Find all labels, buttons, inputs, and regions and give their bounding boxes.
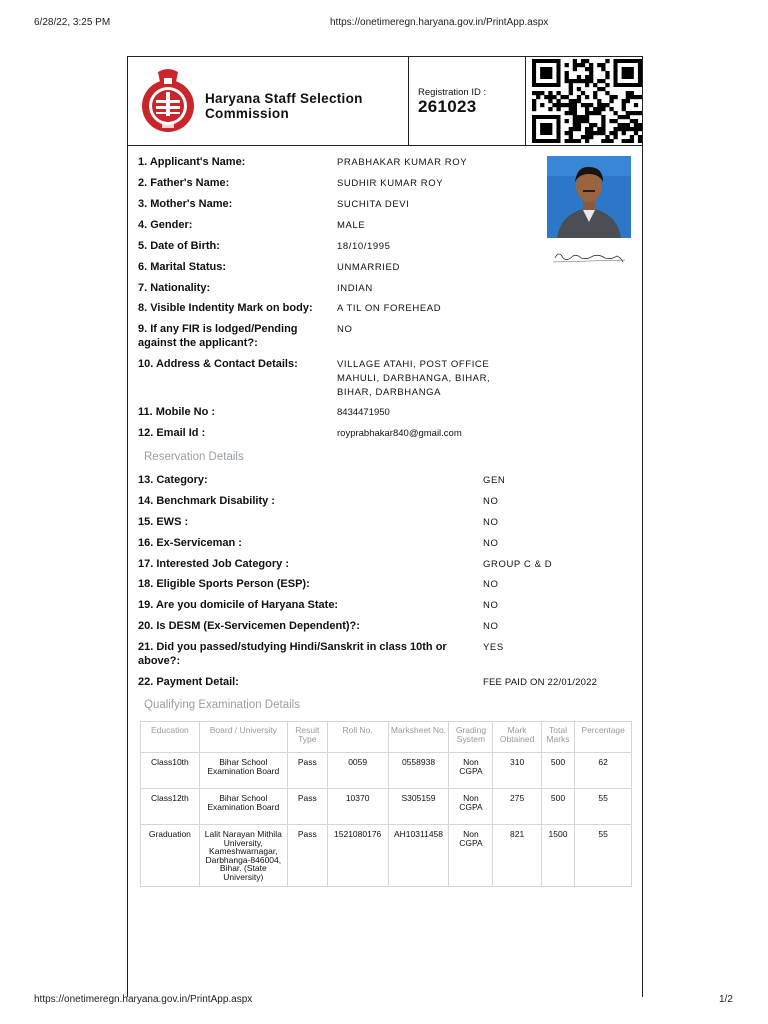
column-header: Grading System: [449, 722, 493, 753]
table-cell: AH10311458: [388, 825, 449, 887]
table-cell: 55: [575, 825, 632, 887]
field-label-email: 12. Email Id :: [138, 427, 206, 439]
field-value-father-name: SUDHIR KUMAR ROY: [337, 178, 444, 189]
table-cell: 500: [541, 789, 575, 825]
table-cell: 275: [493, 789, 541, 825]
organization-name: Haryana Staff Selection Commission: [205, 91, 363, 121]
table-cell: Pass: [287, 825, 327, 887]
applicant-signature: [547, 244, 631, 268]
table-cell: Lalit Narayan Mithila University, Kameshwarnagar, Darbhanga-846004, Bihar. (State University): [199, 825, 287, 887]
table-cell: 1500: [541, 825, 575, 887]
reservation-label-payment: 22. Payment Detail:: [138, 676, 239, 688]
field-value-applicant-name: PRABHAKAR KUMAR ROY: [337, 157, 468, 168]
table-row: [141, 789, 632, 825]
reservation-label-domicile: 19. Are you domicile of Haryana State:: [138, 599, 339, 611]
reservation-label-ews: 15. EWS :: [138, 516, 189, 528]
hssc-emblem-icon: [140, 68, 196, 134]
field-label-dob: 5. Date of Birth:: [138, 240, 220, 252]
reservation-value-hindi: YES: [483, 642, 504, 653]
column-header: Roll No.: [327, 722, 388, 753]
table-cell: S305159: [388, 789, 449, 825]
table-header-row: [141, 722, 632, 753]
table-cell: Non CGPA: [449, 753, 493, 789]
table-cell: 10370: [327, 789, 388, 825]
field-label-gender: 4. Gender:: [138, 219, 193, 231]
column-header: Result Type: [287, 722, 327, 753]
table-cell: 62: [575, 753, 632, 789]
qualifying-exam-table: [140, 721, 632, 887]
field-label-fir-line1: 9. If any FIR is lodged/Pending: [138, 323, 298, 335]
field-value-address-line2: MAHULI, DARBHANGA, BIHAR,: [337, 373, 491, 384]
table-cell: 500: [541, 753, 575, 789]
section-heading-qualifying: Qualifying Examination Details: [144, 699, 300, 711]
table-cell: Pass: [287, 753, 327, 789]
table-cell: 0059: [327, 753, 388, 789]
field-label-fir-line2: against the applicant?:: [138, 337, 258, 349]
field-label-applicant-name: 1. Applicant's Name:: [138, 156, 246, 168]
reservation-value-job-category: GROUP C & D: [483, 559, 553, 570]
print-datetime: 6/28/22, 3:25 PM: [34, 17, 111, 28]
table-cell: 55: [575, 789, 632, 825]
column-header: Percentage: [575, 722, 632, 753]
field-value-marital-status: UNMARRIED: [337, 262, 400, 273]
table-cell: Class12th: [141, 789, 200, 825]
field-label-nationality: 7. Nationality:: [138, 282, 211, 294]
table-cell: Non CGPA: [449, 825, 493, 887]
field-value-fir: NO: [337, 324, 353, 335]
reservation-value-category: GEN: [483, 475, 506, 486]
table-row: [141, 825, 632, 887]
field-value-address-line1: VILLAGE ATAHI, POST OFFICE: [337, 359, 490, 370]
reservation-label-desm: 20. Is DESM (Ex-Servicemen Dependent)?:: [138, 620, 360, 632]
applicant-photo: [547, 156, 631, 238]
field-label-address: 10. Address & Contact Details:: [138, 358, 298, 370]
table-cell: Graduation: [141, 825, 200, 887]
field-value-gender: MALE: [337, 220, 366, 231]
qr-code: [532, 59, 642, 143]
field-label-mobile: 11. Mobile No :: [138, 406, 216, 418]
reservation-value-ex-serviceman: NO: [483, 538, 499, 549]
field-value-address-line3: BIHAR, DARBHANGA: [337, 387, 442, 398]
reservation-value-ews: NO: [483, 517, 499, 528]
table-cell: Bihar School Examination Board: [199, 789, 287, 825]
table-row: [141, 753, 632, 789]
table-cell: 821: [493, 825, 541, 887]
field-label-identity-mark: 8. Visible Indentity Mark on body:: [138, 302, 313, 314]
print-url-top: https://onetimeregn.haryana.gov.in/PrintApp.aspx: [330, 17, 549, 28]
registration-label: Registration ID :: [418, 87, 487, 98]
reservation-value-desm: NO: [483, 621, 499, 632]
table-cell: 1521080176: [327, 825, 388, 887]
column-header: Education: [141, 722, 200, 753]
reservation-label-hindi-line1: 21. Did you passed/studying Hindi/Sanskrit in class 10th or: [138, 641, 447, 653]
form-header: [128, 57, 642, 146]
field-value-mobile: 8434471950: [337, 407, 390, 418]
reservation-label-hindi-line2: above?:: [138, 655, 181, 667]
registration-id: 261023: [418, 97, 477, 116]
reservation-label-ex-serviceman: 16. Ex-Serviceman :: [138, 537, 242, 549]
reservation-label-category: 13. Category:: [138, 474, 208, 486]
print-url-bottom: https://onetimeregn.haryana.gov.in/PrintApp.aspx: [34, 994, 253, 1005]
print-page-number: 1/2: [719, 994, 733, 1005]
reservation-label-sports: 18. Eligible Sports Person (ESP):: [138, 578, 310, 590]
table-cell: Non CGPA: [449, 789, 493, 825]
field-value-dob: 18/10/1995: [337, 241, 391, 252]
section-heading-reservation: Reservation Details: [144, 451, 244, 463]
field-value-nationality: INDIAN: [337, 283, 373, 294]
table-cell: Bihar School Examination Board: [199, 753, 287, 789]
reservation-value-disability: NO: [483, 496, 499, 507]
column-header: Marksheet No.: [388, 722, 449, 753]
field-label-father-name: 2. Father's Name:: [138, 177, 230, 189]
table-cell: Class10th: [141, 753, 200, 789]
table-cell: 310: [493, 753, 541, 789]
table-cell: Pass: [287, 789, 327, 825]
reservation-label-disability: 14. Benchmark Disability :: [138, 495, 275, 507]
reservation-value-domicile: NO: [483, 600, 499, 611]
field-label-mother-name: 3. Mother's Name:: [138, 198, 233, 210]
column-header: Board / University: [199, 722, 287, 753]
column-header: Total Marks: [541, 722, 575, 753]
registration-box: [408, 57, 526, 145]
field-value-mother-name: SUCHITA DEVI: [337, 199, 410, 210]
field-value-identity-mark: A TIL ON FOREHEAD: [337, 303, 442, 314]
field-label-marital-status: 6. Marital Status:: [138, 261, 227, 273]
column-header: Mark Obtained: [493, 722, 541, 753]
reservation-value-sports: NO: [483, 579, 499, 590]
field-value-email: royprabhakar840@gmail.com: [337, 428, 462, 439]
reservation-value-payment: FEE PAID ON 22/01/2022: [483, 677, 598, 688]
reservation-label-job-category: 17. Interested Job Category :: [138, 558, 289, 570]
table-cell: 0558938: [388, 753, 449, 789]
